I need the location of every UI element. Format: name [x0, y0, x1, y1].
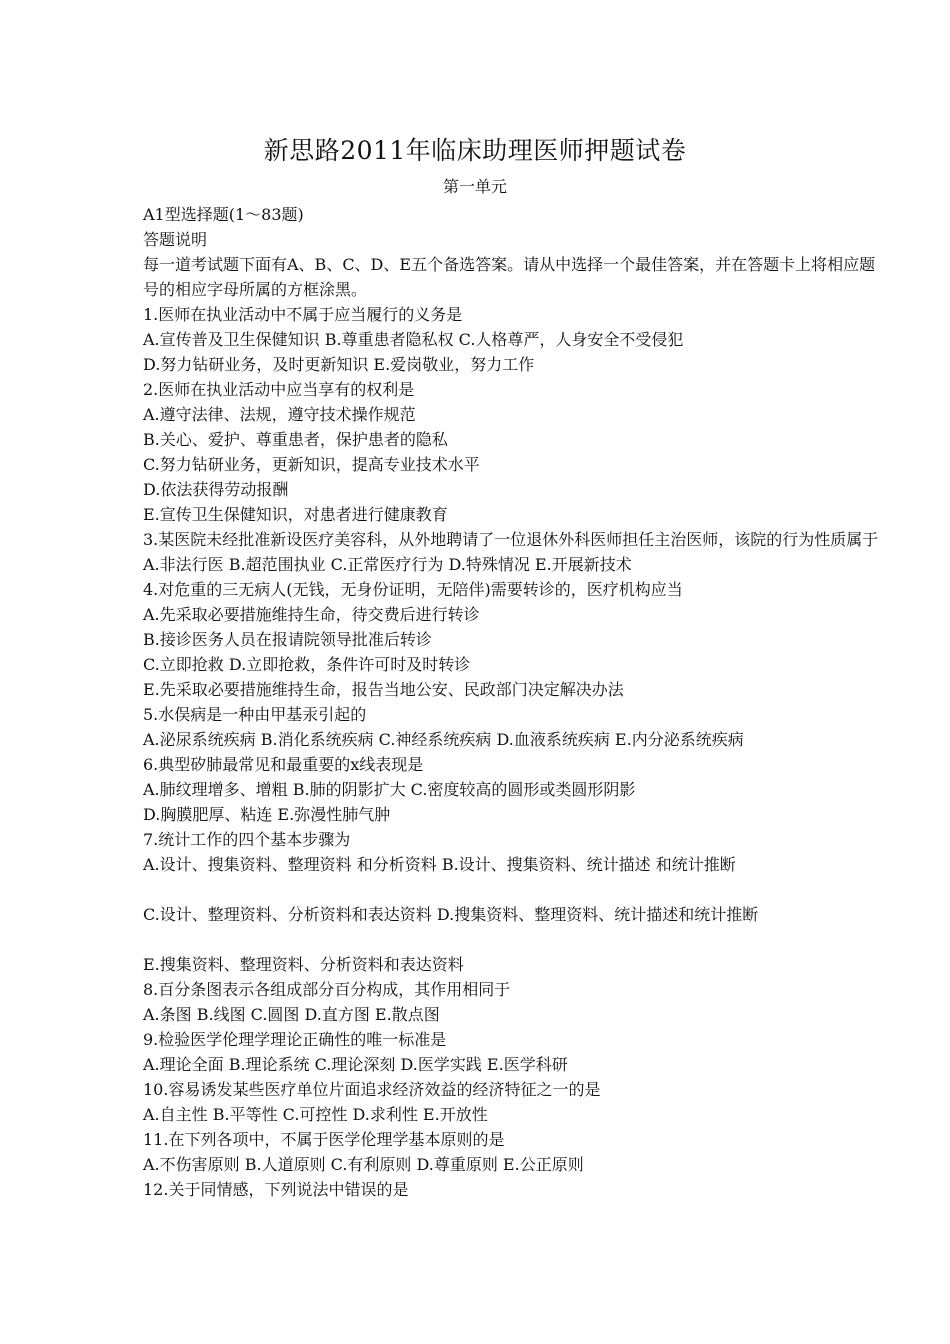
text-line: 12.关于同情感，下列说法中错误的是 — [143, 1180, 409, 1199]
text-line: A.泌尿系统疾病 B.消化系统疾病 C.神经系统疾病 D.血液系统疾病 E.内分泌系统疾病 — [143, 730, 744, 749]
text-line: D.努力钻研业务，及时更新知识 E.爱岗敬业，努力工作 — [143, 355, 535, 374]
text-line: A.理论全面 B.理论系统 C.理论深刻 D.医学实践 E.医学科研 — [143, 1055, 568, 1074]
text-line: A.条图 B.线图 C.圆图 D.直方图 E.散点图 — [143, 1005, 440, 1024]
text-line: 5.水俣病是一种由甲基汞引起的 — [143, 705, 367, 724]
text-line: A.宣传普及卫生保健知识 B.尊重患者隐私权 C.人格尊严，人身安全不受侵犯 — [143, 330, 684, 349]
text-line: B.关心、爱护、尊重患者，保护患者的隐私 — [143, 430, 448, 449]
text-line: A.不伤害原则 B.人道原则 C.有利原则 D.尊重原则 E.公正原则 — [143, 1155, 584, 1174]
document-subtitle: 第一单元 — [442, 177, 507, 196]
text-line: 2.医师在执业活动中应当享有的权利是 — [143, 380, 415, 399]
text-line: C.立即抢救 D.立即抢救，条件许可时及时转诊 — [143, 655, 471, 674]
text-line: 4.对危重的三无病人(无钱，无身份证明，无陪伴)需要转诊的，医疗机构应当 — [143, 580, 683, 599]
blank-line — [143, 927, 883, 952]
text-line: E.先采取必要措施维持生命，报告当地公安、民政部门决定解决办法 — [143, 680, 624, 699]
blank-line — [143, 877, 883, 902]
text-line: E.宣传卫生保健知识，对患者进行健康教育 — [143, 505, 448, 524]
text-line: A.自主性 B.平等性 C.可控性 D.求利性 E.开放性 — [143, 1105, 488, 1124]
text-line: C.努力钻研业务，更新知识，提高专业技术水平 — [143, 455, 480, 474]
document-body — [143, 202, 883, 1202]
text-line: A.非法行医 B.超范围执业 C.正常医疗行为 D.特殊情况 E.开展新技术 — [143, 555, 632, 574]
text-line: 每一道考试题下面有A、B、C、D、E五个备选答案。请从中选择一个最佳答案，并在答题卡上将相应题号的相应字母所属的方框涂黑。 — [143, 255, 876, 299]
text-line: 6.典型矽肺最常见和最重要的x线表现是 — [143, 755, 424, 774]
text-line: D.依法获得劳动报酬 — [143, 480, 289, 499]
text-line: A1型选择题(1～83题) — [143, 205, 304, 224]
text-line: E.搜集资料、整理资料、分析资料和表达资料 — [143, 955, 464, 974]
text-line: 1.医师在执业活动中不属于应当履行的义务是 — [143, 305, 463, 324]
text-line: D.胸膜肥厚、粘连 E.弥漫性肺气肿 — [143, 805, 391, 824]
text-line: C.设计、整理资料、分析资料和表达资料 D.搜集资料、整理资料、统计描述和统计推断 — [143, 905, 759, 924]
text-line: 7.统计工作的四个基本步骤为 — [143, 830, 351, 849]
text-line: 3.某医院未经批准新设医疗美容科，从外地聘请了一位退休外科医师担任主治医师，该院的行为性质属于 — [143, 530, 879, 549]
text-line: 11.在下列各项中，不属于医学伦理学基本原则的是 — [143, 1130, 505, 1149]
text-line: 9.检验医学伦理学理论正确性的唯一标准是 — [143, 1030, 447, 1049]
text-line: A.遵守法律、法规，遵守技术操作规范 — [143, 405, 416, 424]
document-title: 新思路2011年临床助理医师押题试卷 — [263, 136, 687, 165]
text-line: A.肺纹理增多、增粗 B.肺的阴影扩大 C.密度较高的圆形或类圆形阴影 — [143, 780, 636, 799]
text-line: A.设计、搜集资料、整理资料 和分析资料 B.设计、搜集资料、统计描述 和统计推断 — [143, 855, 736, 874]
text-line: 答题说明 — [143, 230, 208, 249]
text-line: 8.百分条图表示各组成部分百分构成，其作用相同于 — [143, 980, 511, 999]
text-line: B.接诊医务人员在报请院领导批准后转诊 — [143, 630, 432, 649]
text-line: 10.容易诱发某些医疗单位片面追求经济效益的经济特征之一的是 — [143, 1080, 601, 1099]
text-line: A.先采取必要措施维持生命，待交费后进行转诊 — [143, 605, 480, 624]
